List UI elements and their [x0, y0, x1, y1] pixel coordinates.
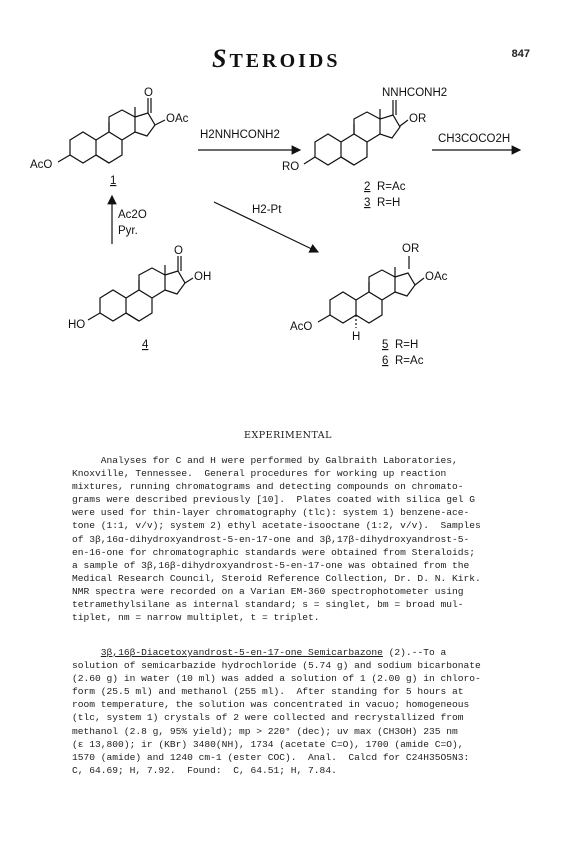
subsection-heading-line: 3β,16β-Diacetoxyandrost-5-en-17-one Semicarbazone (2).--To a: [100, 647, 447, 658]
compound-3-r: R=H: [377, 197, 401, 209]
text-line: form (25.5 ml) and methanol (255 ml). After standing for 5 hours at: [72, 686, 464, 698]
text-line: a sample of 3β,16β-dihydroxyandrost-5-en-17-one was obtained from the: [72, 559, 470, 571]
text-line: Analyses for C and H were performed by Galbraith Laboratories,: [72, 455, 458, 466]
compound-6-r: R=Ac: [395, 355, 424, 367]
compound-4-oh: OH: [194, 271, 212, 283]
reagent-pyridine: Pyr.: [118, 225, 138, 237]
compound-6-label: 6: [382, 355, 389, 367]
text-line: methanol (2.8 g, 95% yield); mp > 220° (dec); uv max (CH3OH) 235 nm: [72, 725, 458, 737]
compound-5-aco: AcO: [290, 321, 313, 333]
compound-5-6-structure: [290, 243, 448, 367]
text-line: tiplet, nm = narrow multiplet, t = triplet.: [72, 612, 320, 624]
text-line: were used for thin-layer chromatography (tlc): system 1) benzene-ace-: [72, 507, 470, 519]
compound-5-h: H: [352, 331, 361, 343]
text-line: (2.60 g) in water (10 ml) was added a solution of 1 (2.00 g) in chloro-: [72, 673, 481, 685]
reagent-hydrogenation: H2-Pt: [252, 204, 282, 216]
compound-1-oac: OAc: [166, 113, 189, 125]
text-line: grams were described previously [10]. Plates coated with silica gel G: [72, 494, 476, 506]
compound-4-ho: HO: [68, 319, 86, 331]
page-header: [0, 44, 576, 73]
compound-2-hydrazone: NNHCONH2: [382, 87, 448, 99]
compound-2-3-structure: [282, 87, 447, 209]
compound-1-label: 1: [110, 175, 117, 187]
compound-4-structure: [68, 245, 211, 351]
compound-5-label: 5: [382, 339, 389, 351]
page-number: 847: [511, 48, 530, 60]
text-line: mixtures, running chromatograms and detecting compounds on chromato-: [72, 481, 464, 493]
text-line: C, 64.69; H, 7.92. Found: C, 64.51; H, 7.84.: [72, 764, 337, 776]
compound-2-label: 2: [364, 181, 371, 193]
reagent-pyruvic-acid: CH3COCO2H: [438, 133, 511, 145]
text-line: 1570 (amide) and 1240 cm-1 (ester COC). Anal. Calcd for C24H35O5N3:: [72, 751, 470, 763]
section-heading: EXPERIMENTAL: [244, 430, 332, 441]
compound-4-ketone: O: [174, 245, 183, 257]
text-line: room temperature, the solution was concentrated in vacuo; homogeneous: [72, 699, 470, 711]
compound-5-or: OR: [402, 243, 420, 255]
text-line: solution of semicarbazide hydrochloride (5.74 g) and sodium bicarbonate: [72, 660, 481, 672]
reagent-acetic-anhydride: Ac2O: [118, 209, 147, 221]
compound-5-r: R=H: [395, 339, 419, 351]
compound-3-label: 3: [364, 197, 371, 209]
compound-2-or: OR: [409, 113, 427, 125]
compound-1-structure: [30, 87, 189, 187]
paragraph-general: [72, 454, 528, 624]
compound-2-r: R=Ac: [377, 181, 406, 193]
text-line: NMR spectra were recorded on a Varian EM-360 spectrophotometer using: [72, 585, 464, 597]
compound-4-label: 4: [142, 339, 149, 351]
journal-title: STEROIDS: [212, 44, 341, 73]
text-line: Medical Research Council, Steroid Reference Collection, Dr. D. N. Kirk.: [72, 572, 481, 584]
paragraph-semicarbazone: [72, 646, 528, 777]
reagent-semicarbazide: H2NNHCONH2: [200, 129, 280, 141]
reaction-scheme: [0, 80, 576, 380]
text-line: tetramethylsilane as internal standard; s = singlet, bm = broad mul-: [72, 599, 464, 611]
compound-2-ro: RO: [282, 161, 300, 173]
subsection-heading: 3β,16β-Diacetoxyandrost-5-en-17-one Semicarbazone: [100, 647, 383, 658]
text-line: (ε 13,800); ir (KBr) 3480(NH), 1734 (acetate C=O), 1700 (amide C=O),: [72, 738, 464, 750]
text-line: of 3β,16α-dihydroxyandrost-5-en-17-one and 3β,17β-dihydroxyandrost-5-: [72, 533, 470, 545]
text-line: (tlc, system 1) crystals of 2 were collected and recrystallized from: [72, 712, 464, 724]
compound-1-aco: AcO: [30, 159, 53, 171]
text-line: tone (1:1, v/v); system 2) ethyl acetate-isooctane (1:2, v/v). Samples: [72, 520, 481, 532]
compound-5-oac: OAc: [425, 271, 448, 283]
text-line: en-16-one for chromatographic standards were obtained from Steraloids;: [72, 546, 476, 558]
compound-1-ketone: O: [144, 87, 153, 99]
reaction-scheme-drawing: [0, 80, 576, 380]
text-line: Knoxville, Tennessee. General procedures for working up reaction: [72, 468, 447, 480]
